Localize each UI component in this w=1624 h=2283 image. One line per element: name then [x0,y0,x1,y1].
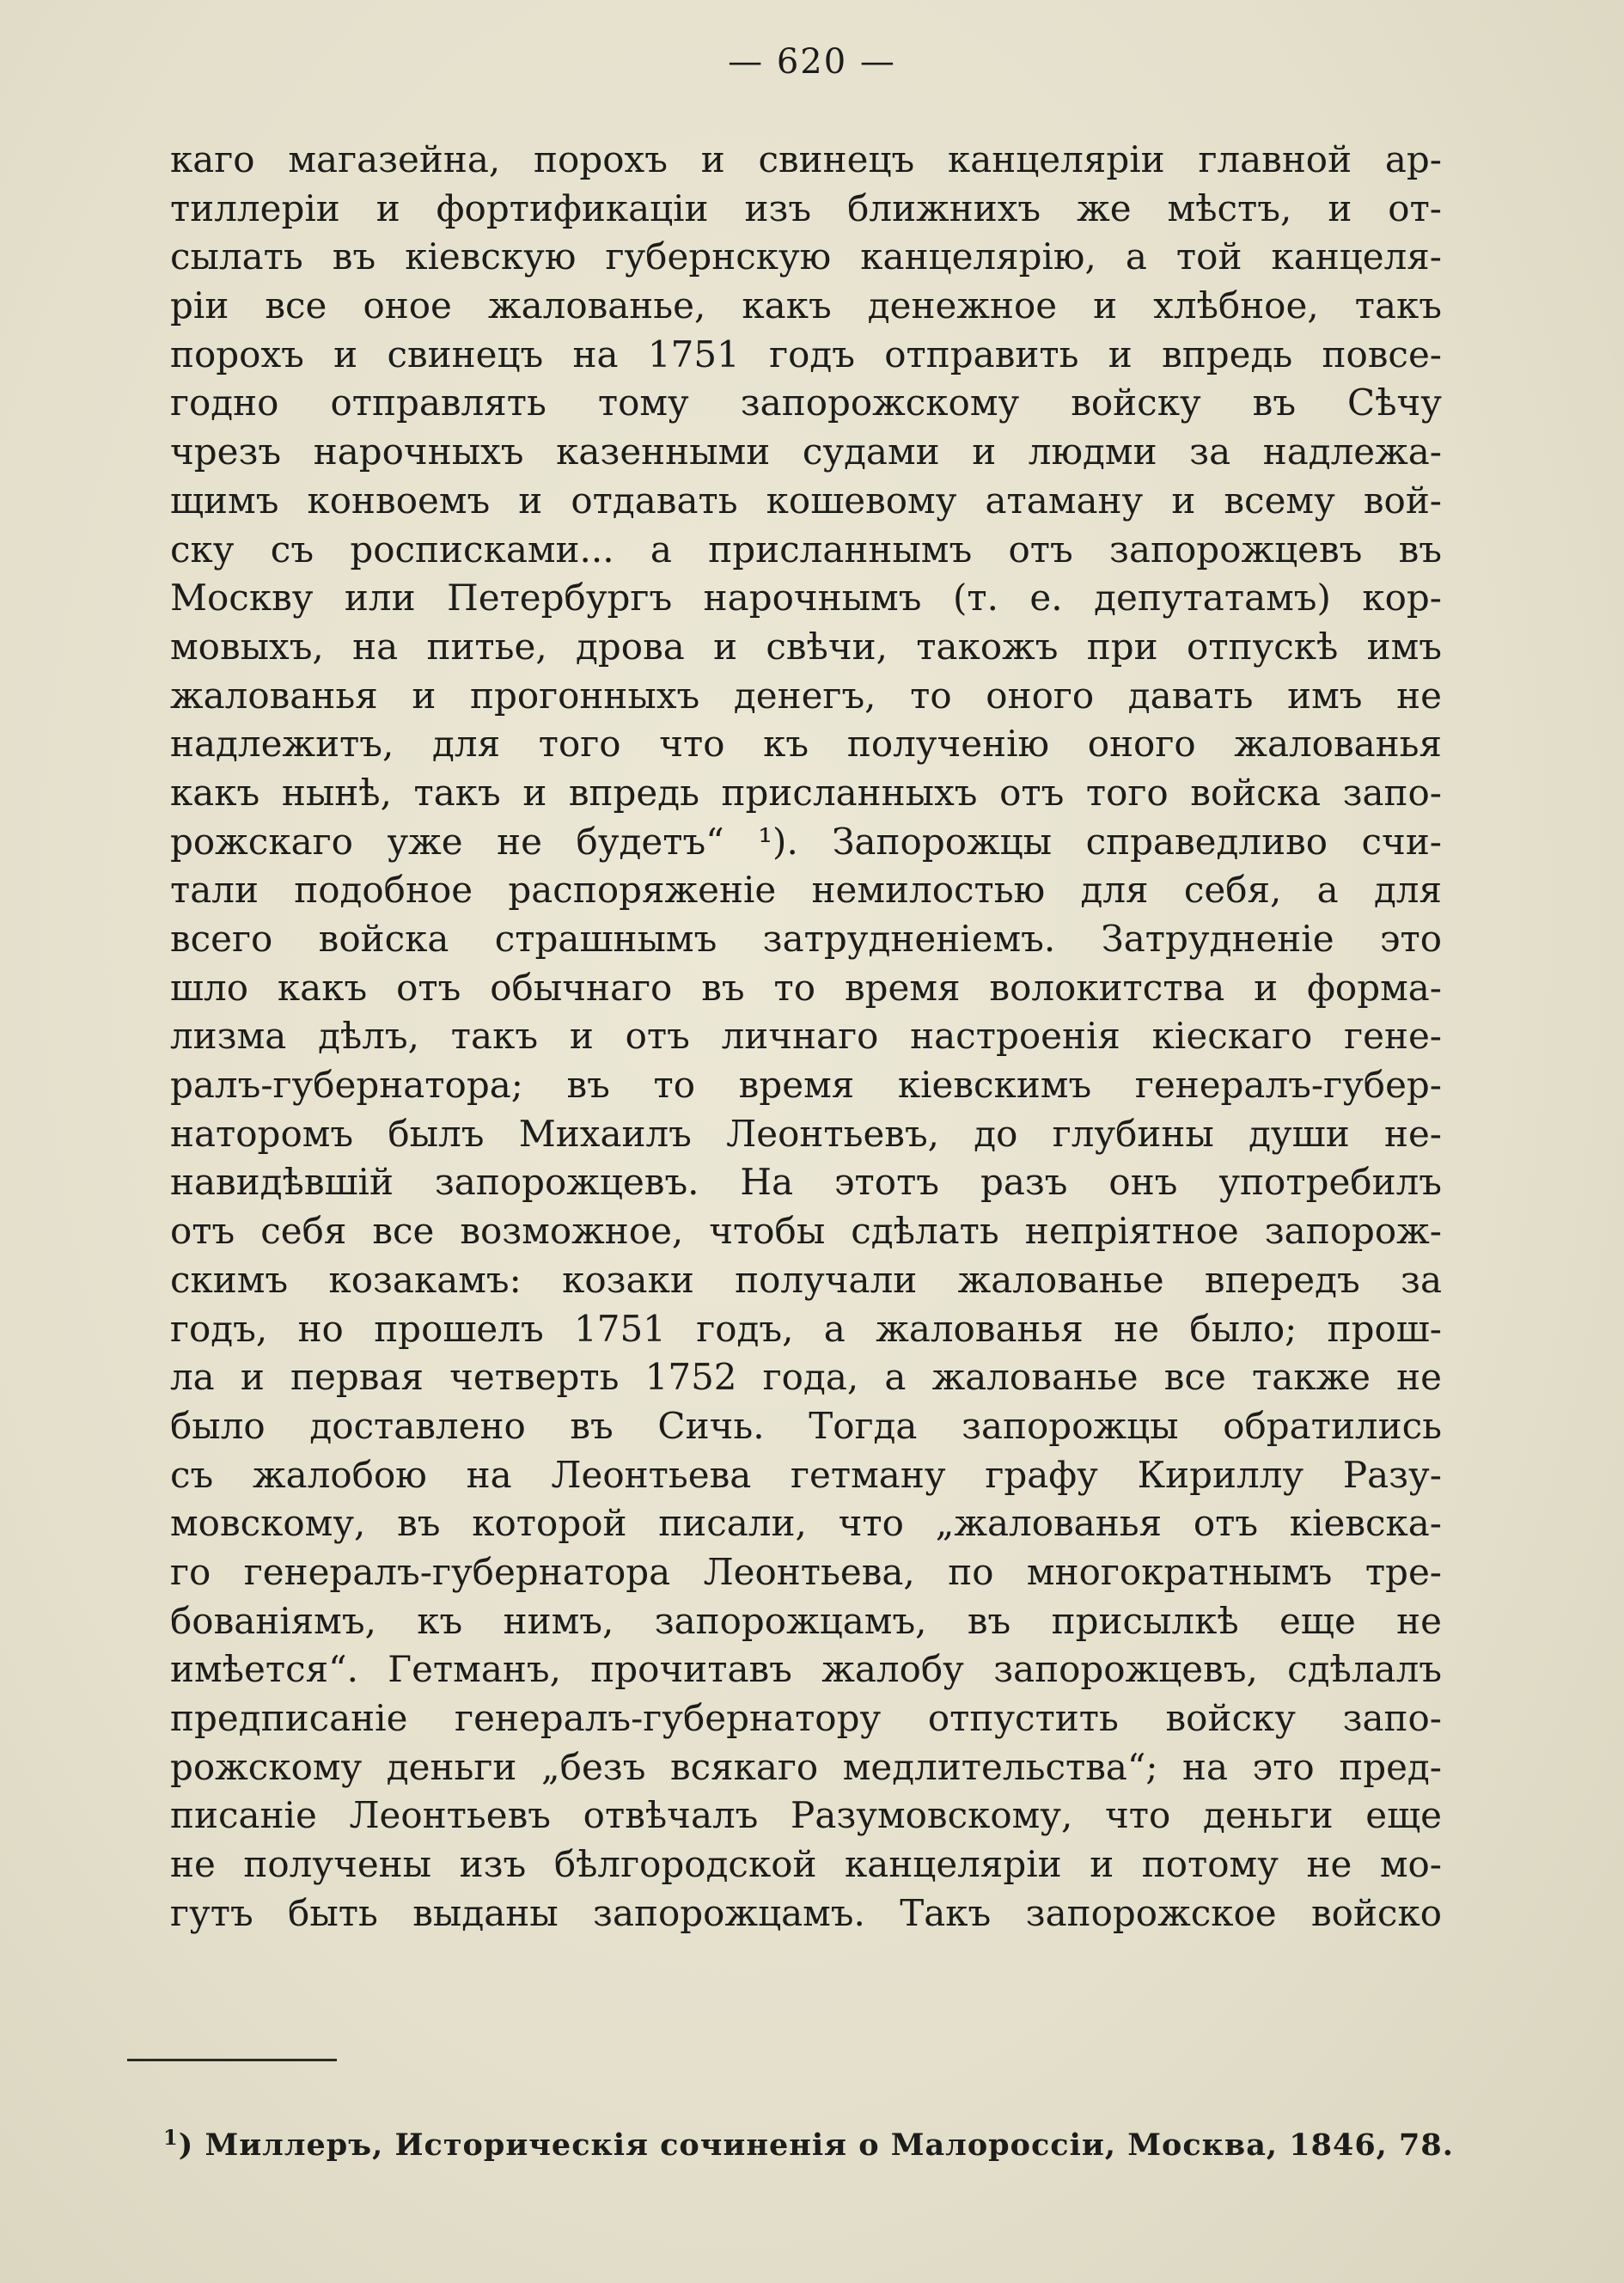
text-line: было доставлено въ Сичь. Тогда запорожцы обратились [170,1404,1442,1447]
text-line: навидѣвшій запорожцевъ. На этотъ разъ онъ употребилъ [170,1161,1442,1204]
footnote-text: ) Миллеръ, Историческія сочиненія о Малороссіи, Москва, 1846, 78. [178,2127,1454,2163]
text-line: наторомъ былъ Михаилъ Леонтьевъ, до глубины души не- [170,1112,1442,1155]
text-line: порохъ и свинецъ на 1751 годъ отправить и впредь повсе- [170,333,1442,375]
text-line: годно отправлять тому запорожскому войску въ Сѣчу [170,382,1442,424]
text-line: лизма дѣлъ, такъ и отъ личнаго настроенія кіескаго гене- [170,1015,1442,1058]
text-line: ску съ росписками... а присланнымъ отъ запорожцевъ въ [170,528,1442,571]
text-line: отъ себя все возможное, чтобы сдѣлать непріятное запорож- [170,1210,1442,1253]
text-line: тали подобное распоряженіе немилостью для себя, а для [170,869,1442,912]
text-line: ріи все оное жалованье, какъ денежное и хлѣбное, такъ [170,284,1442,327]
text-line: го генералъ-губернатора Леонтьева, по многократнымъ тре- [170,1550,1442,1593]
footnote-divider [127,2059,337,2061]
text-line: мовыхъ, на питье, дрова и свѣчи, такожъ при отпускѣ имъ [170,625,1442,668]
text-line: не получены изъ бѣлгородской канцеляріи и потому не мо- [170,1843,1442,1886]
text-line: Москву или Петербургъ нарочнымъ (т. е. депутатамъ) кор- [170,577,1442,620]
text-line: ла и первая четверть 1752 года, а жалованье все также не [170,1356,1442,1399]
text-line: ралъ-губернатора; въ то время кіевскимъ генералъ-губер- [170,1064,1442,1107]
text-line: рожскому деньги „безъ всякаго медлительства“; на это пред- [170,1745,1442,1788]
footnote [163,2117,1454,2166]
text-line: каго магазейна, порохъ и свинецъ канцеляріи главной ар- [170,138,1442,180]
text-line: какъ нынѣ, такъ и впредь присланныхъ отъ того войска запо- [170,771,1442,814]
page-number: — 620 — [728,42,896,82]
text-line: чрезъ нарочныхъ казенными судами и людми за надлежа- [170,430,1442,473]
text-line: скимъ козакамъ: козаки получали жалованье впередъ за [170,1258,1442,1301]
body-text [170,136,1442,1938]
footnote-marker: 1 [163,2125,179,2150]
text-line: рожскаго уже не будетъ“ ¹). Запорожцы справедливо счи- [170,820,1442,863]
text-line: бованіямъ, къ нимъ, запорожцамъ, въ присылкѣ еще не [170,1599,1442,1642]
text-line: мовскому, въ которой писали, что „жалованья отъ кіевска- [170,1502,1442,1545]
text-line: шло какъ отъ обычнаго въ то время волокитства и форма- [170,966,1442,1009]
text-line: всего войска страшнымъ затрудненіемъ. Затрудненіе это [170,918,1442,960]
text-line: сылать въ кіевскую губернскую канцелярію, а той канцеля- [170,235,1442,278]
text-line: щимъ конвоемъ и отдавать кошевому атаману и всему вой- [170,479,1442,522]
text-line: тиллеріи и фортификаціи изъ ближнихъ же мѣстъ, и от- [170,186,1442,229]
text-line: съ жалобою на Леонтьева гетману графу Кириллу Разу- [170,1453,1442,1496]
text-line: имѣется“. Гетманъ, прочитавъ жалобу запорожцевъ, сдѣлалъ [170,1648,1442,1691]
text-line: гутъ быть выданы запорожцамъ. Такъ запорожское войско [170,1891,1442,1934]
text-line: годъ, но прошелъ 1751 годъ, а жалованья не было; прош- [170,1307,1442,1350]
text-line: жалованья и прогонныхъ денегъ, то оного давать имъ не [170,674,1442,717]
text-line: писаніе Леонтьевъ отвѣчалъ Разумовскому, что деньги еще [170,1794,1442,1837]
text-line: предписаніе генералъ-губернатору отпустить войску запо- [170,1697,1442,1739]
text-line: надлежитъ, для того что къ полученію оного жалованья [170,723,1442,766]
